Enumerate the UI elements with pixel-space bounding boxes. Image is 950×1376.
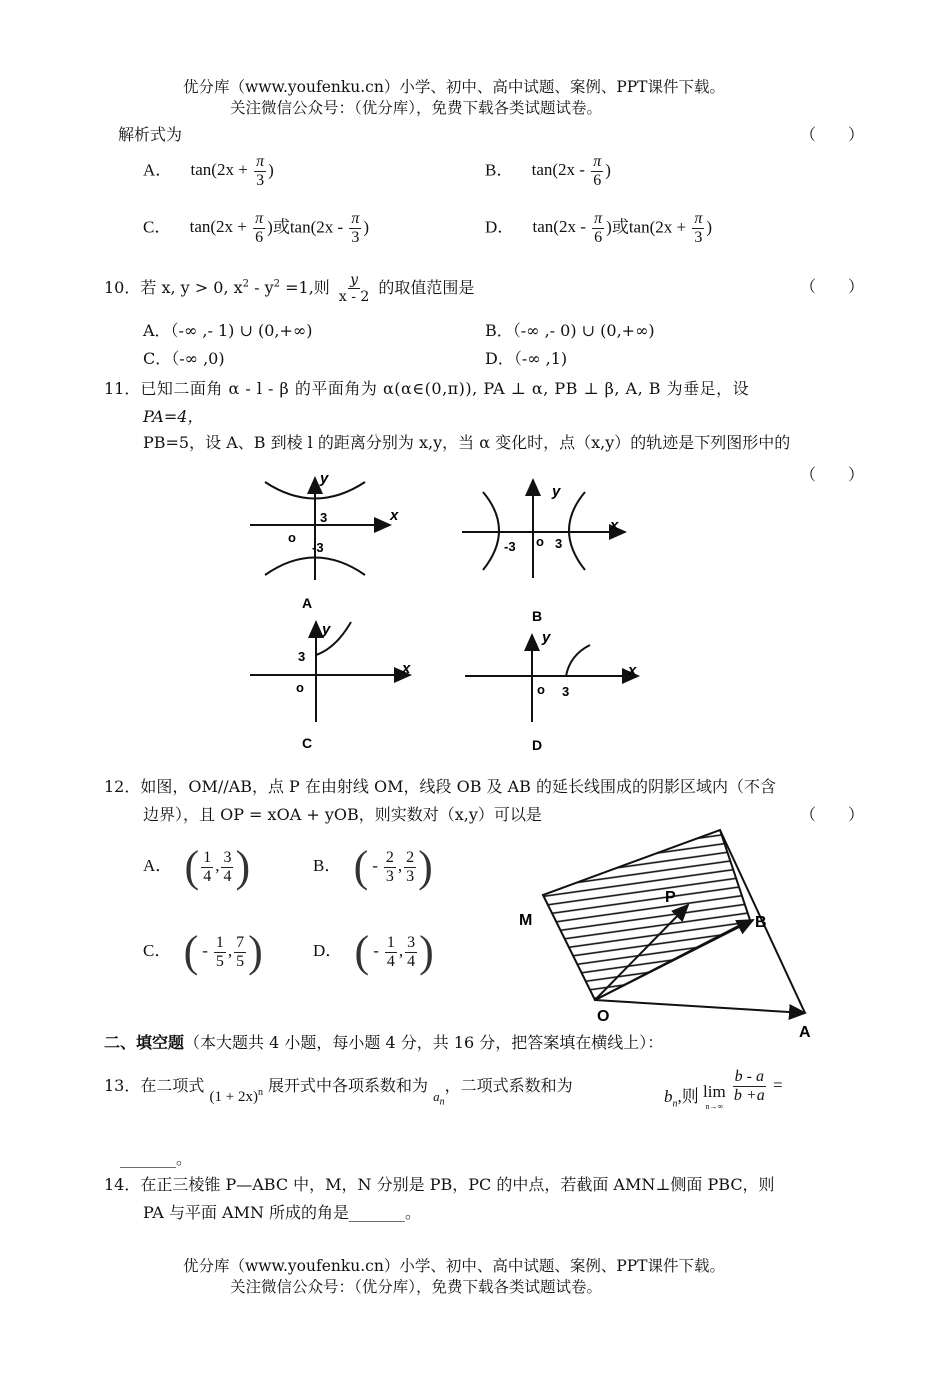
graph-c-label: C: [302, 735, 313, 751]
q11-answer-paren: （ ）: [800, 465, 865, 484]
q14-line-1: 14．在正三棱锥 P—ABC 中，M，N 分别是 PB，PC 的中点，若截面 AMN⊥侧面 PBC，则: [104, 1175, 775, 1194]
label-o: O: [597, 1008, 610, 1025]
label-b: B: [755, 914, 767, 931]
label-p: P: [665, 889, 676, 906]
vector-oa: [595, 1000, 805, 1013]
q10-option-b: B．（-∞ ,- 0) ∪ (0,+∞): [485, 321, 655, 340]
q12-answer-paren: （ ）: [800, 805, 865, 824]
q9-option-d: D． tan(2x - $\frac{\pi}{6}$ )或tan(2x + $\frac{\pi}{3}$ ): [485, 210, 713, 246]
x-axis-label: x: [610, 517, 619, 534]
q13-limit: $b_n$,则 lim n→∞ $\frac{b - a}{b +a}$ =: [664, 1068, 783, 1111]
q14-line-2: PA 与平面 AMN 所成的角是_______。: [143, 1203, 422, 1222]
q10-stem: 10．若 x, y > 0, $x^2 - y^2 =1$,则 $\frac{y}{x - 2}$ 的取值范围是: [104, 272, 475, 305]
question-number: 13．: [104, 1076, 141, 1095]
option-label: B．: [485, 160, 514, 180]
graph-a-label: A: [302, 595, 313, 611]
header-line-1: 优分库（www.youfenku.cn）小学、初中、高中试题、案例、PPT课件下载。: [183, 78, 726, 96]
graph-c: [250, 621, 411, 751]
graph-b: [462, 480, 625, 624]
origin-label: o: [288, 530, 296, 545]
graph-d: [465, 629, 638, 753]
tick-label: 3: [298, 649, 306, 664]
question-number: 10．: [104, 278, 141, 297]
x-axis-label: x: [402, 660, 411, 677]
x-axis-label: x: [390, 507, 399, 524]
q9-option-a: A． tan(2x + $\frac{\pi}{3}$ ): [143, 153, 274, 189]
option-label: C．: [143, 940, 172, 960]
tick-label: 3: [555, 536, 563, 551]
origin-label: o: [537, 682, 545, 697]
header-line-2: 关注微信公众号：（优分库），免费下载各类试题试卷。: [230, 99, 603, 117]
q13-stem: 13．在二项式 $(1 + 2x)^n$ 展开式中各项系数和为 $_{a_n}$，二项式系数和为: [104, 1076, 573, 1108]
origin-label: o: [536, 534, 544, 549]
option-label: D．: [313, 940, 343, 960]
q11-line-2: PA=4，: [143, 407, 204, 426]
section-title: 二、填空题: [104, 1033, 185, 1052]
q12-line-1: 12．如图，OM//AB，点 P 在由射线 OM，线段 OB 及 AB 的延长线围成的阴影区域内（不含: [104, 777, 777, 796]
footer-line-1: 优分库（www.youfenku.cn）小学、初中、高中试题、案例、PPT课件下载。: [183, 1257, 726, 1275]
q10-answer-paren: （ ）: [800, 277, 865, 296]
question-number: 14．: [104, 1175, 141, 1194]
option-label: A．: [143, 855, 173, 875]
graph-d-label: D: [532, 737, 543, 753]
q13-blank: _______。: [120, 1149, 193, 1168]
option-label: A．: [143, 160, 173, 180]
y-axis-label: y: [542, 629, 551, 646]
y-axis-label: y: [320, 470, 329, 487]
q12-option-c: C． ( - $\frac{1}{5}$ , $\frac{7}{5}$ ): [143, 927, 263, 976]
q10-option-c: C．（-∞ ,0): [143, 349, 225, 368]
q12-option-d: D． ( - $\frac{1}{4}$ , $\frac{3}{4}$ ): [313, 927, 434, 976]
q11-graphs: [240, 470, 660, 760]
q10-option-a: A．（-∞ ,- 1) ∪ (0,+∞): [143, 321, 313, 340]
y-axis-label: y: [322, 621, 331, 638]
q9-option-b: B． tan(2x - $\frac{\pi}{6}$ ): [485, 153, 611, 189]
footer-line-2: 关注微信公众号：（优分库），免费下载各类试题试卷。: [230, 1278, 603, 1296]
section-2-header: [104, 1030, 663, 1053]
tick-label: -3: [504, 539, 516, 554]
origin-label: o: [296, 680, 304, 695]
question-number: 12．: [104, 777, 141, 796]
graph-b-label: B: [532, 608, 543, 624]
section-desc: （本大题共 4 小题，每小题 4 分，共 16 分，把答案填在横线上）：: [184, 1033, 664, 1052]
q9-option-c: C． tan(2x + $\frac{\pi}{6}$ )或tan(2x - $\frac{\pi}{3}$ ): [143, 210, 370, 246]
y-axis-label: y: [552, 483, 561, 500]
expr: tan(2x -: [531, 160, 585, 180]
q12-option-b: B． ( - $\frac{2}{3}$ , $\frac{2}{3}$ ): [313, 842, 433, 891]
q10-option-d: D．（-∞ ,1): [485, 349, 568, 368]
tick-label: -3: [312, 540, 324, 555]
q11-line-3: PB=5，设 A、B 到棱 l 的距离分别为 x,y，当 α 变化时，点（x,y）的轨迹是下列图形中的: [143, 433, 791, 452]
graph-a: [250, 470, 399, 611]
x-axis-label: x: [628, 662, 637, 679]
label-m: M: [519, 912, 533, 929]
tick-label: 3: [320, 510, 328, 525]
option-label: B．: [313, 855, 342, 875]
option-label: D．: [485, 217, 515, 237]
q12-figure: [505, 825, 835, 1040]
label-a: A: [799, 1024, 811, 1040]
q9-answer-paren: （ ）: [800, 125, 865, 144]
q11-line-1: 11．已知二面角 α - l - β 的平面角为 α(α∈(0,π)), PA ⊥ α, PB ⊥ β, A, B 为垂足，设: [104, 379, 750, 398]
option-label: C．: [143, 217, 172, 237]
question-number: 11．: [104, 379, 141, 398]
q12-line-2: 边界），且 OP = xOA + yOB，则实数对（x,y）可以是: [143, 805, 542, 824]
tick-label: 3: [562, 684, 570, 699]
expr: tan(2x +: [190, 160, 248, 180]
q12-option-a: A． ( $\frac{1}{4}$ , $\frac{3}{4}$ ): [143, 842, 251, 891]
curve-d: [566, 645, 590, 676]
q9-stem: 解析式为: [118, 125, 183, 144]
